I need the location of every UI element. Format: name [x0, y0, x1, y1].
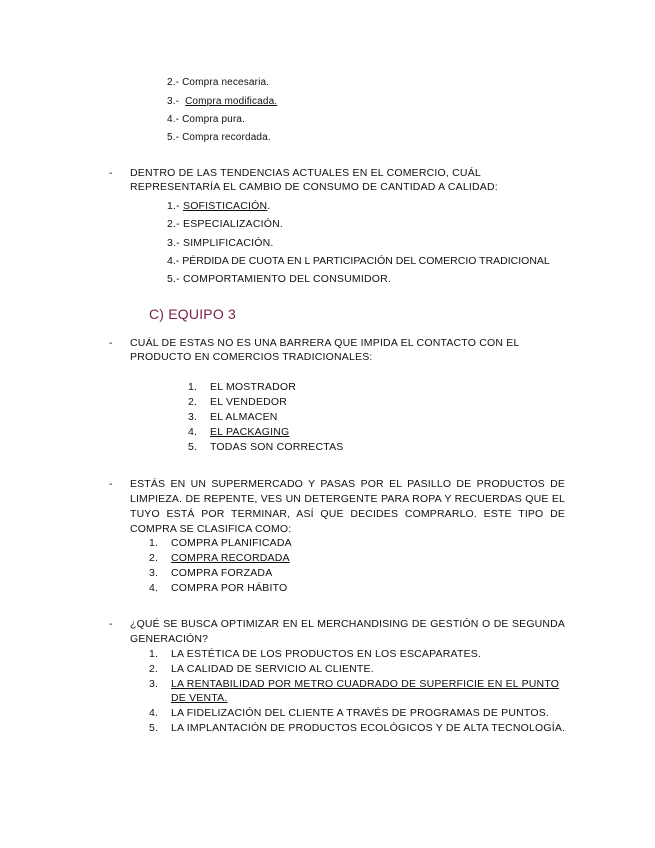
item-number: 4.- [167, 255, 180, 267]
item-number: 1. [188, 381, 198, 393]
list-item [149, 581, 287, 595]
list-item-continuation [171, 691, 227, 705]
item-text: LA CALIDAD DE SERVICIO AL CLIENTE. [171, 663, 374, 675]
list-item [149, 647, 481, 661]
question-line: CUÁL DE ESTAS NO ES UNA BARRERA QUE IMPIDA EL CONTACTO CON EL [130, 337, 520, 349]
item-text: Compra pura. [182, 114, 246, 125]
item-text: COMPORTAMIENTO DEL CONSUMIDOR. [182, 273, 392, 285]
list-item [149, 721, 565, 735]
list-item [188, 425, 289, 439]
section-heading: C) EQUIPO 3 [149, 306, 236, 322]
item-number: 5. [188, 441, 198, 453]
list-item [188, 410, 278, 424]
item-text: COMPRA FORZADA [171, 567, 273, 579]
item-number: 3. [188, 411, 198, 423]
bullet-dash: - [109, 337, 113, 349]
list-item [167, 131, 271, 145]
item-text: COMPRA POR HÁBITO [171, 582, 288, 594]
item-text-correct-answer: COMPRA RECORDADA [171, 552, 290, 564]
bullet-dash: - [109, 167, 113, 179]
question-line: DENTRO DE LAS TENDENCIAS ACTUALES EN EL COMERCIO, CUÁL [130, 167, 481, 179]
list-item [149, 566, 272, 580]
question-line: PRODUCTO EN COMERCIOS TRADICIONALES: [130, 351, 373, 363]
item-number: 4. [149, 707, 159, 719]
item-text: PÉRDIDA DE CUOTA EN L PARTICIPACIÓN DEL COMERCIO TRADICIONAL [182, 255, 550, 267]
list-item [167, 95, 277, 109]
list-item [167, 199, 270, 213]
item-number: 4. [149, 582, 159, 594]
item-number: 2.- [167, 218, 180, 230]
list-item [167, 76, 269, 90]
question-line: REPRESENTARÍA EL CAMBIO DE CONSUMO DE CANTIDAD A CALIDAD: [130, 181, 498, 193]
item-number: 2. [149, 663, 159, 675]
item-number: 5.- [167, 132, 180, 143]
question-line: TUYO ESTÁ POR TERMINAR, ASÍ QUE DECIDES COMPRARLO. ESTE TIPO DE [130, 508, 565, 520]
question-line: GENERACIÓN? [130, 633, 209, 645]
item-text: TODAS SON CORRECTAS [210, 441, 344, 453]
question-paragraph [130, 617, 565, 647]
item-text: LA FIDELIZACIÓN DEL CLIENTE A TRAVÉS DE PROGRAMAS DE PUNTOS. [171, 707, 550, 719]
item-number: 2. [149, 552, 159, 564]
item-text: EL ALMACEN [210, 411, 278, 423]
list-item [188, 395, 287, 409]
item-text: EL VENDEDOR [210, 396, 288, 408]
list-item [149, 551, 290, 565]
item-number: 3.- [167, 96, 180, 107]
item-number: 5.- [167, 273, 180, 285]
list-item [167, 236, 274, 250]
question-line: LIMPIEZA. DE REPENTE, VES UN DETERGENTE PARA ROPA Y RECUERDAS QUE EL [130, 493, 565, 505]
item-text: LA ESTÉTICA DE LOS PRODUCTOS EN LOS ESCAPARATES. [171, 648, 482, 660]
item-text: COMPRA PLANIFICADA [171, 537, 292, 549]
item-text-tail: . [267, 200, 271, 212]
item-number: 3. [149, 678, 159, 690]
item-number: 1.- [167, 200, 180, 212]
bullet-dash: - [109, 618, 113, 630]
question-paragraph [130, 477, 565, 537]
list-item [188, 440, 344, 454]
item-number: 4. [188, 426, 198, 438]
question-line: COMPRA SE CLASIFICA COMO: [130, 523, 292, 535]
list-item [167, 254, 550, 268]
item-text: SIMPLIFICACIÓN. [182, 237, 274, 249]
item-number: 1. [149, 648, 159, 660]
item-text-correct-answer: LA RENTABILIDAD POR METRO CUADRADO DE SUPERFICIE EN EL PUNTO [171, 678, 560, 690]
list-item [167, 272, 391, 286]
list-item [167, 113, 245, 127]
item-text: EL MOSTRADOR [210, 381, 297, 393]
item-text-correct-answer: Compra modificada. [185, 96, 278, 107]
question-line: ¿QUÉ SE BUSCA OPTIMIZAR EN EL MERCHANDISING DE GESTIÓN O DE SEGUNDA [130, 618, 565, 630]
item-number: 3.- [167, 237, 180, 249]
item-number: 1. [149, 537, 159, 549]
item-number: 4.- [167, 114, 180, 125]
bullet-dash: - [109, 478, 113, 490]
item-text-correct-answer: DE VENTA. [171, 692, 228, 704]
item-text: LA IMPLANTACIÓN DE PRODUCTOS ECOLÓGICOS Y DE ALTA TECNOLOGÍA. [171, 722, 566, 734]
list-item [167, 217, 283, 231]
list-item [149, 706, 549, 720]
item-text: Compra necesaria. [182, 77, 270, 88]
item-text-correct-answer: EL PACKAGING [210, 426, 290, 438]
list-item [149, 536, 292, 550]
item-text: ESPECIALIZACIÓN. [182, 218, 284, 230]
item-number: 3. [149, 567, 159, 579]
item-number: 2. [188, 396, 198, 408]
list-item [149, 677, 559, 691]
item-number: 5. [149, 722, 159, 734]
list-item [188, 380, 296, 394]
item-number: 2.- [167, 77, 180, 88]
list-item [149, 662, 374, 676]
item-text-correct-answer: SOFISTICACIÓN [182, 200, 268, 212]
question-line: ESTÁS EN UN SUPERMERCADO Y PASAS POR EL PASILLO DE PRODUCTOS DE [130, 478, 565, 490]
item-text: Compra recordada. [182, 132, 271, 143]
